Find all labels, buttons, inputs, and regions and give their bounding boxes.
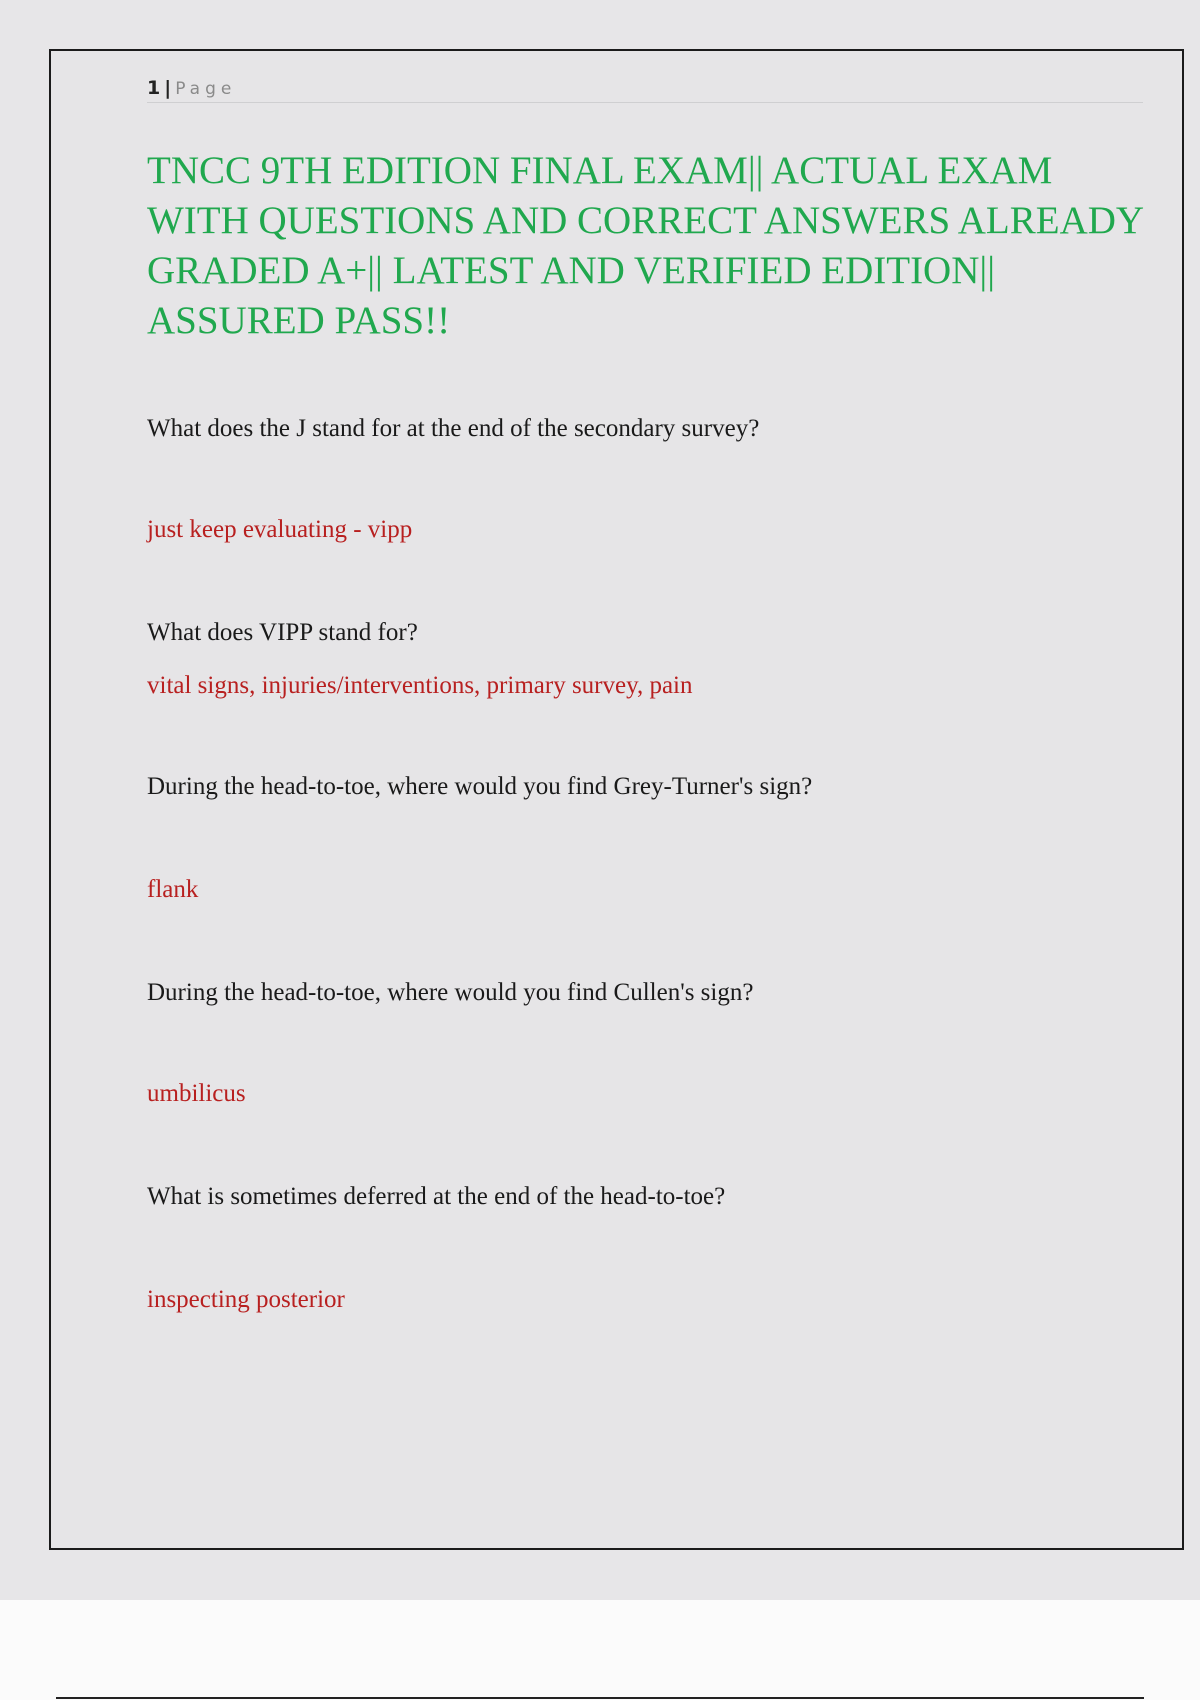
document-title: TNCC 9TH EDITION FINAL EXAM|| ACTUAL EXAM WITH QUESTIONS AND CORRECT ANSWERS ALREADY GRADED A+|| LATEST AND VERIFIED EDITION|| ASSURED PASS!! <box>147 149 1143 342</box>
document-page <box>49 49 1184 1550</box>
page-header <box>147 76 1143 103</box>
answer-1: just keep evaluating - vipp <box>147 516 413 543</box>
question-2: What does VIPP stand for? <box>147 619 418 646</box>
question-4: During the head-to-toe, where would you find Cullen's sign? <box>147 979 754 1006</box>
answer-4: umbilicus <box>147 1080 246 1107</box>
page-number: 1 <box>147 77 161 99</box>
question-1: What does the J stand for at the end of the secondary survey? <box>147 415 760 442</box>
next-page-preview <box>0 1600 1200 1700</box>
question-3: During the head-to-toe, where would you find Grey-Turner's sign? <box>147 773 813 800</box>
page-label: Page <box>175 79 237 99</box>
page-separator: | <box>164 77 172 99</box>
question-5: What is sometimes deferred at the end of the head-to-toe? <box>147 1183 726 1210</box>
answer-5: inspecting posterior <box>147 1286 345 1313</box>
answer-2: vital signs, injuries/interventions, primary survey, pain <box>147 672 693 699</box>
page-divider <box>56 1697 1144 1699</box>
answer-3: flank <box>147 876 199 903</box>
